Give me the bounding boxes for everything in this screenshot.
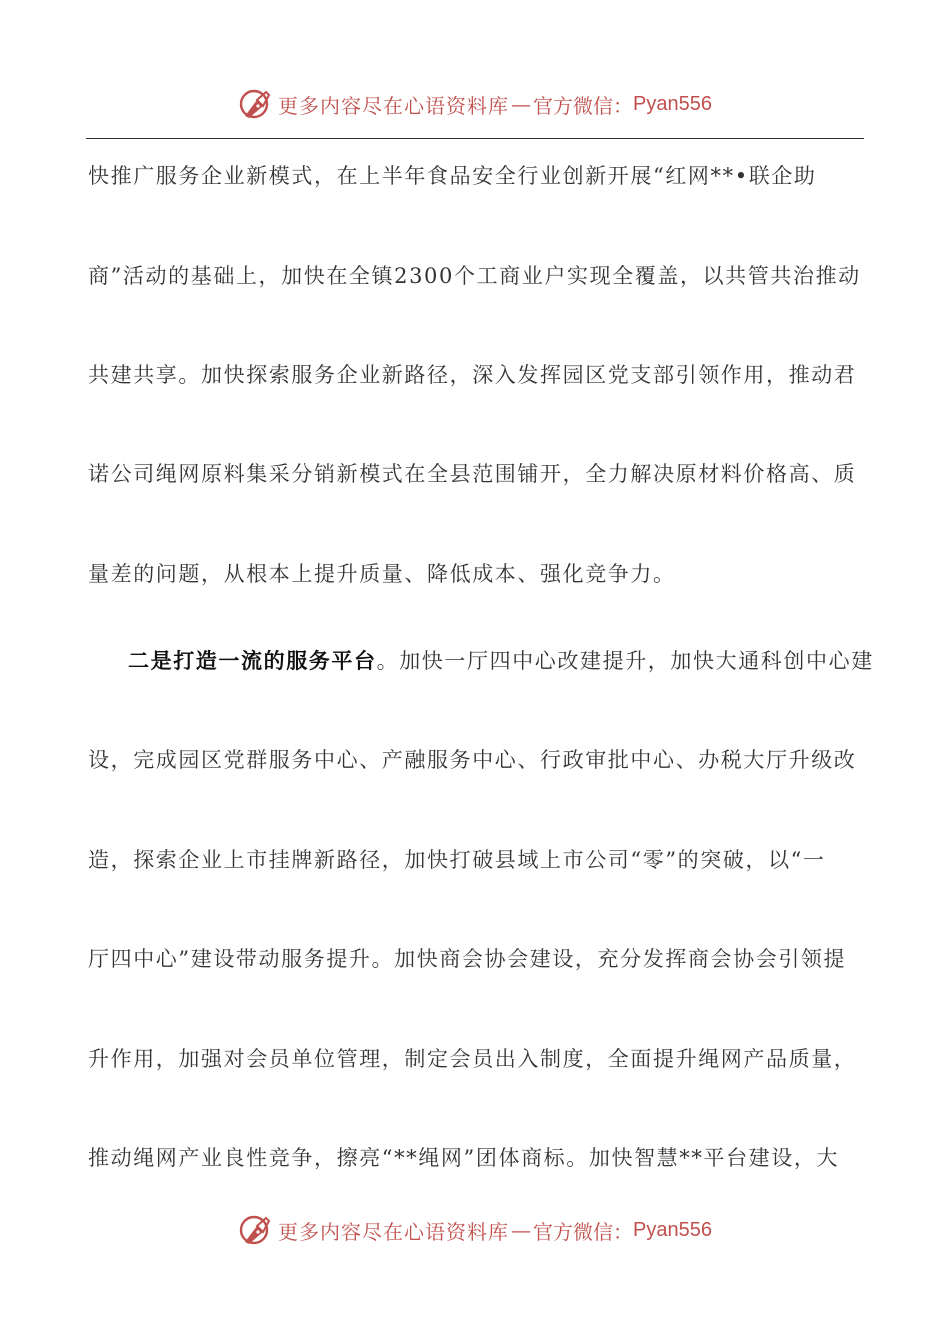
body-line-2: 商”活动的基础上，加快在全镇2300个工商业户实现全覆盖，以共管共治推动	[88, 264, 861, 288]
body-line-5: 量差的问题，从根本上提升质量、降低成本、强化竞争力。	[88, 562, 676, 586]
body-line-7: 设，完成园区党群服务中心、产融服务中心、行政审批中心、办税大厅升级改	[88, 748, 857, 772]
pen-nib-logo-icon	[238, 1212, 274, 1248]
paragraph-2-heading: 二是打造一流的服务平台	[128, 648, 377, 673]
header-wechat-id: Pyan556	[633, 92, 712, 115]
body-line-11: 推动绳网产业良性竞争，擦亮“**绳网”团体商标。加快智慧**平台建设，大	[88, 1146, 840, 1170]
body-line-8: 造，探索企业上市挂牌新路径，加快打破县域上市公司“零”的突破，以“一	[88, 848, 826, 872]
body-line-1: 快推广服务企业新模式，在上半年食品安全行业创新开展“红网**•联企助	[88, 164, 817, 188]
body-line-9: 厅四中心”建设带动服务提升。加快商会协会建设，充分发挥商会协会引领提	[88, 947, 847, 971]
footer-banner-separator: —	[511, 1218, 532, 1242]
body-line-4: 诺公司绳网原料集采分销新模式在全县范围铺开，全力解决原材料价格高、质	[88, 462, 857, 486]
footer-wechat-id: Pyan556	[633, 1218, 712, 1241]
header-banner-separator: —	[511, 92, 532, 116]
footer-wechat-label: 官方微信：	[533, 1219, 634, 1244]
header-wechat-label: 官方微信：	[533, 93, 634, 118]
header-rule	[86, 138, 864, 139]
header-banner	[0, 84, 950, 124]
header-banner-text: 更多内容尽在心语资料库	[278, 93, 510, 118]
body-line-3: 共建共享。加快探索服务企业新路径，深入发挥园区党支部引领作用，推动君	[88, 363, 857, 387]
paragraph-2-first-line-rest: 。加快一厅四中心改建提升，加快大通科创中心建	[376, 649, 874, 673]
footer-banner	[0, 1210, 950, 1250]
body-line-10: 升作用，加强对会员单位管理，制定会员出入制度，全面提升绳网产品质量，	[88, 1047, 857, 1071]
pen-nib-logo-icon	[238, 86, 274, 122]
paragraph-2-first-line	[128, 645, 874, 675]
footer-banner-text: 更多内容尽在心语资料库	[278, 1219, 510, 1244]
